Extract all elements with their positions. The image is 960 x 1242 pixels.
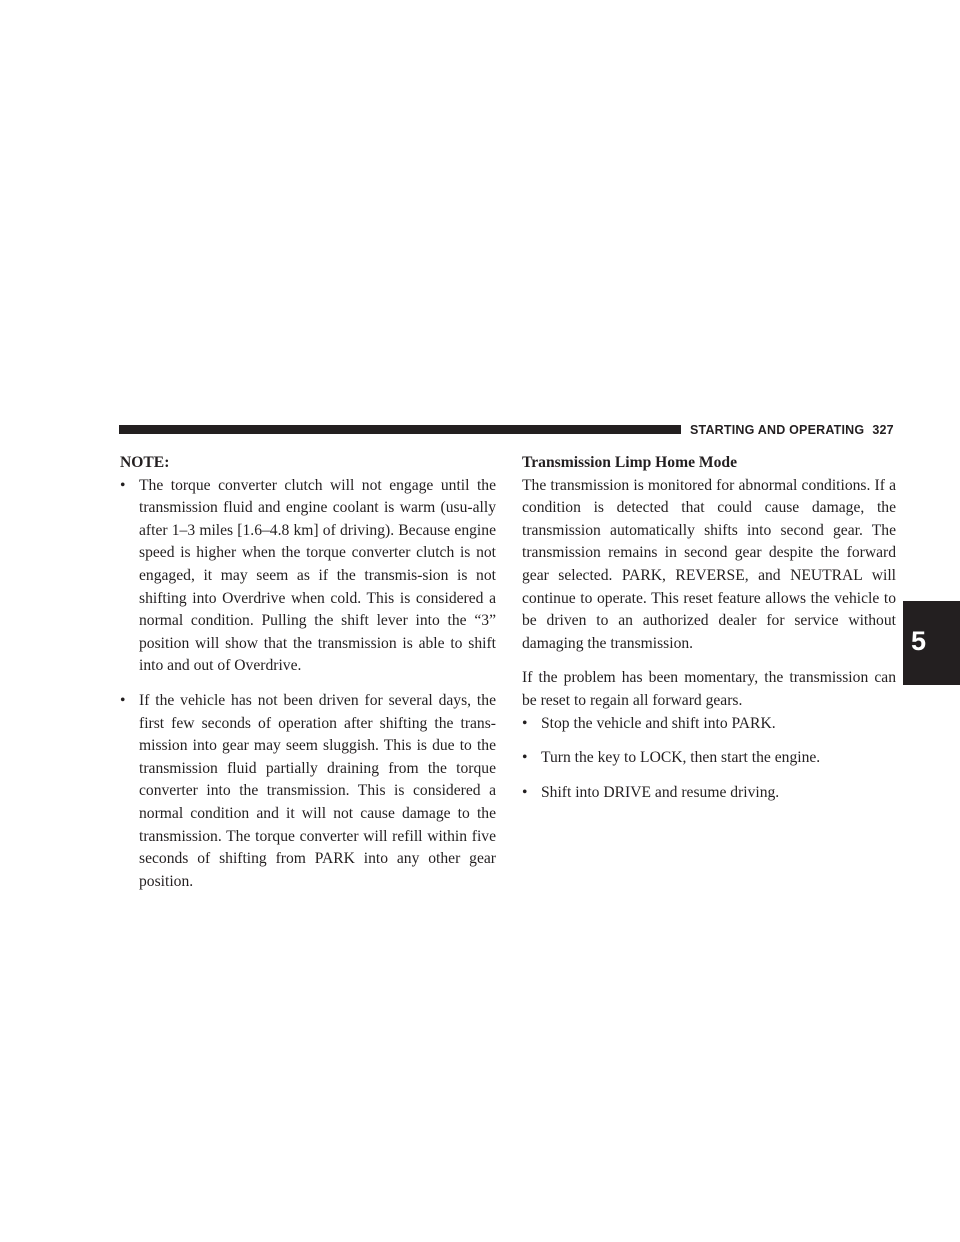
list-item-text: Turn the key to LOCK, then start the engine. <box>541 749 821 767</box>
section-heading: Transmission Limp Home Mode <box>522 454 737 471</box>
paragraph: If the problem has been momentary, the transmission can be reset to regain all forward gears. <box>522 669 896 709</box>
bullet-glyph: • <box>120 691 126 709</box>
list-item <box>522 747 896 770</box>
right-column <box>522 452 896 804</box>
list-item <box>120 475 496 678</box>
list-item <box>522 713 896 736</box>
bullet-glyph: • <box>522 749 528 767</box>
bullet-glyph: • <box>120 476 126 494</box>
section-title: STARTING AND OPERATING <box>690 423 865 437</box>
page-number: 327 <box>872 423 894 437</box>
note-label: NOTE: <box>120 454 170 471</box>
list-item-text: Stop the vehicle and shift into PARK. <box>541 714 776 732</box>
header-rule <box>119 425 681 434</box>
left-column <box>120 452 496 893</box>
running-header <box>690 422 894 438</box>
reset-steps-list <box>522 713 896 805</box>
list-item <box>120 690 496 893</box>
list-item-text: If the vehicle has not been driven for several days, the first few seconds of operation after shifting the trans-mission into gear may seem sluggish. This is due to the transmission fluid partially draining from the torque converter into the transmission. This is considered a normal condition and it will not cause damage to the transmission. The torque converter will refill within five seconds of shifting from PARK into any other gear position. <box>139 691 496 890</box>
list-item <box>522 782 896 805</box>
bullet-glyph: • <box>522 783 528 801</box>
note-bullet-list <box>120 475 496 894</box>
list-item-text: Shift into DRIVE and resume driving. <box>541 783 780 801</box>
list-item-text: The torque converter clutch will not engage until the transmission fluid and engine coolant is warm (usu-ally after 1–3 miles [1.6–4.8 km] of driving). Because engine speed is higher when the torque converter clutch is not engaged, it may seem as if the transmis-sion is not shifting into Overdrive when cold. This is considered a normal condition. Pulling the shift lever into the “3” position will show that the transmission is able to shift into and out of Overdrive. <box>139 476 496 675</box>
chapter-number: 5 <box>911 626 927 656</box>
paragraph: The transmission is monitored for abnormal conditions. If a condition is detected that could cause damage, the transmission automatically shifts into second gear. The transmission remains in second gear despite the forward gear selected. PARK, REVERSE, and NEUTRAL will continue to operate. This reset feature allows the vehicle to be driven to an authorized dealer for service without damaging the transmission. <box>522 476 896 652</box>
chapter-tab <box>903 601 960 685</box>
bullet-glyph: • <box>522 714 528 732</box>
